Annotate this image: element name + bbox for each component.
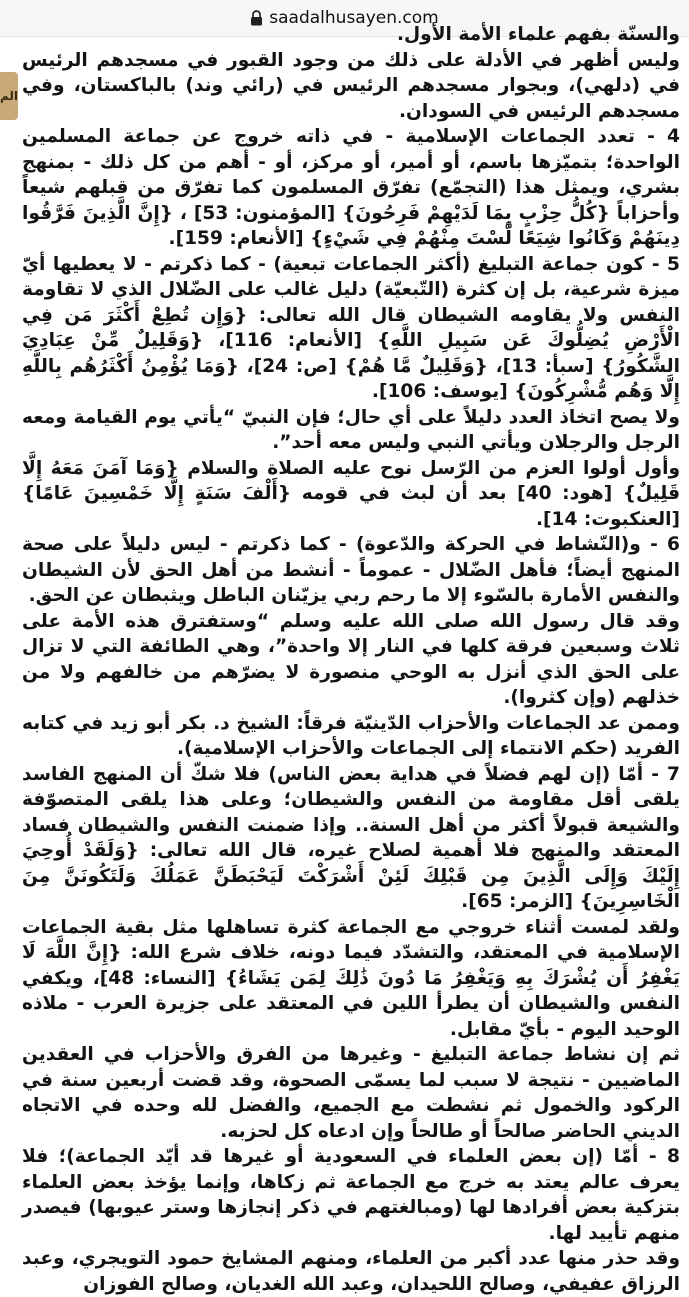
article-paragraph: ولا يصح اتخاذ العدد دليلاً على أي حال؛ فإن النبيّ “يأتي يوم القيامة ومعه الرجل والرجلان ويأتي النبي وليس معه أحد”. <box>22 406 680 453</box>
article-paragraph: وقد حذر منها عدد أكبر من العلماء، ومنهم المشايخ حمود التويجري، وعبد الرزاق عفيفي، وصالح اللحيدان، وعبد الله الغديان، وصالح الفوزان <box>22 1248 680 1295</box>
article-paragraph: 4 - تعدد الجماعات الإسلامية - في ذاته خروج عن جماعة المسلمين الواحدة؛ بتميّزها باسم، أو أمير، أو مركز، أو - أهم من كل ذلك - بمنهج بشري، ويمثل هذا (التجمّع) تفرّق المسلمون كما تفرّق من قبلهم شيعاً وأحزاباً {كُلُّ حِزْبٍ بِمَا لَدَيْهِمْ فَرِحُونَ} [المؤمنون: 53] ، {إِنَّ الَّذِينَ فَرَّقُوا دِينَهُمْ وَكَانُوا شِيَعًا لَّسْتَ مِنْهُمْ فِي شَيْءٍ} [الأنعام: 159]. <box>22 126 680 249</box>
url-text[interactable]: saadalhusayen.com <box>269 8 439 28</box>
article-paragraph: ثم إن نشاط جماعة التبليغ - وغيرها من الفرق والأحزاب في العقدين الماضيين - نتيجة لا سبب لما يسمّى الصحوة، وقد قضت أربعين سنة في الركود والخمول ثم نشطت مع الجميع، والفضل لله وحده في الاتجاه الديني الحاضر صالحاً أو طالحاً وإن ادعاه كل لحزبه. <box>22 1044 680 1142</box>
article-paragraph: والسنّة بفهم علماء الأمة الأول. <box>396 24 680 45</box>
article-paragraph: وقد قال رسول الله صلى الله عليه وسلم “وستفترق هذه الأمة على ثلاث وسبعين فرقة كلها في النار إلا واحدة”، وهي الطائفة التي لا تزال على الحق الذي أنزل به الوحي منصورة لا يضرّهم من خالفهم ولا من خذلهم (وإن كثروا). <box>22 610 680 708</box>
article-paragraph: ولقد لمست أثناء خروجي مع الجماعة كثرة تساهلها مثل بقية الجماعات الإسلامية في المعتقد، والتشدّد فيما دونه، خلاف شرع الله: {إِنَّ اللَّهَ لَا يَغْفِرُ أَن يُشْرَكَ بِهِ وَيَغْفِرُ مَا دُونَ ذَٰلِكَ لِمَن يَشَاءُ} [النساء: 48]، ويكفي النفس والشيطان أن يطرأ اللين في المعتقد على جزيرة العرب - ملاذه الوحيد اليوم - بأيّ مقابل. <box>22 916 680 1040</box>
sidebar-menu-tab[interactable] <box>0 72 18 120</box>
article-paragraph: 8 - أمّا (إن بعض العلماء في السعودية أو غيرها قد أيّد الجماعة)؛ فلا يعرف عالم يعتد به خرج مع الجماعة ثم زكاها، وإنما يؤخذ بعض العلماء بتزكية بعض أفرادها لها (ومبالغتهم في ذكر إنجازها وستر عيوبها) فيصدر منهم تأييد لها. <box>22 1146 680 1244</box>
article-paragraph: وممن عد الجماعات والأحزاب الدّينيّة فرقاً: الشيخ د. بكر أبو زيد في كتابه الفريد (حكم الانتماء إلى الجماعات والأحزاب الإسلامية). <box>22 712 680 759</box>
article-paragraph: وليس أظهر في الأدلة على ذلك من وجود القبور في مسجدهم الرئيس في (دلهي)، وبجوار مسجدهم الرئيس في (رائي وند) بالباكستان، وفي مسجدهم الرئيس في السودان. <box>22 49 680 122</box>
sidebar-tab-label: الم <box>0 89 19 103</box>
article-paragraph: 5 - كون جماعة التبليغ (أكثر الجماعات تبعية) - كما ذكرتم - لا يعطيها أيّ ميزة شرعية، بل إن كثرة (التّبعيّة) دليل غالب على الضّلال الذي لا تقاومة النفس ولا يقاومه الشيطان قال الله تعالى: {وَإِن تُطِعْ أَكْثَرَ مَن فِي الْأَرْضِ يُضِلُّوكَ عَن سَبِيلِ اللَّهِ} [الأنعام: 116]، {وَقَلِيلٌ مِّنْ عِبَادِيَ الشَّكُورُ} [سبأ: 13]، {وَقَلِيلٌ مَّا هُمْ} [ص: 24]، {وَمَا يُؤْمِنُ أَكْثَرُهُم بِاللَّهِ إِلَّا وَهُم مُّشْرِكُونَ} [يوسف: 106]. <box>22 253 680 402</box>
article-paragraph: وأول أولوا العزم من الرّسل نوح عليه الصلاة والسلام {وَمَا آمَنَ مَعَهُ إِلَّا قَلِيلٌ} [هود: 40] بعد أن لبث في قومه {أَلْفَ سَنَةٍ إِلَّا خَمْسِينَ عَامًا} [العنكبوت: 14]. <box>22 457 680 530</box>
article-body <box>22 24 680 1295</box>
article-paragraph: 7 - أمّا (إن لهم فضلاً في هداية بعض الناس) فلا شكّ أن المنهج الفاسد يلقى أقل مقاومة من النفس والشيطان؛ وعلى هذا يلقى المتصوّفة والشيعة قبولاً أكثر من أهل السنة.. وإذا ضمنت النفس والشيطان فساد المعتقد والمنهج فلا أهمية لصلاح غيره، قال الله تعالى: {وَلَقَدْ أُوحِيَ إِلَيْكَ وَإِلَى الَّذِينَ مِن قَبْلِكَ لَئِنْ أَشْرَكْتَ لَيَحْبَطَنَّ عَمَلُكَ وَلَتَكُونَنَّ مِنَ الْخَاسِرِينَ} [الزمر: 65]. <box>22 763 680 912</box>
article-paragraph: 6 - و(النّشاط في الحركة والدّعوة) - كما ذكرتم - ليس دليلاً على صحة المنهج أيضاً؛ فأهل الضّلال - عموماً - أنشط من أهل الحق لأن الشيطان والنفس الأمارة بالسّوء إلا ما رحم ربي يزيّنان الباطل ويثبطان عن الحق. <box>22 534 680 606</box>
